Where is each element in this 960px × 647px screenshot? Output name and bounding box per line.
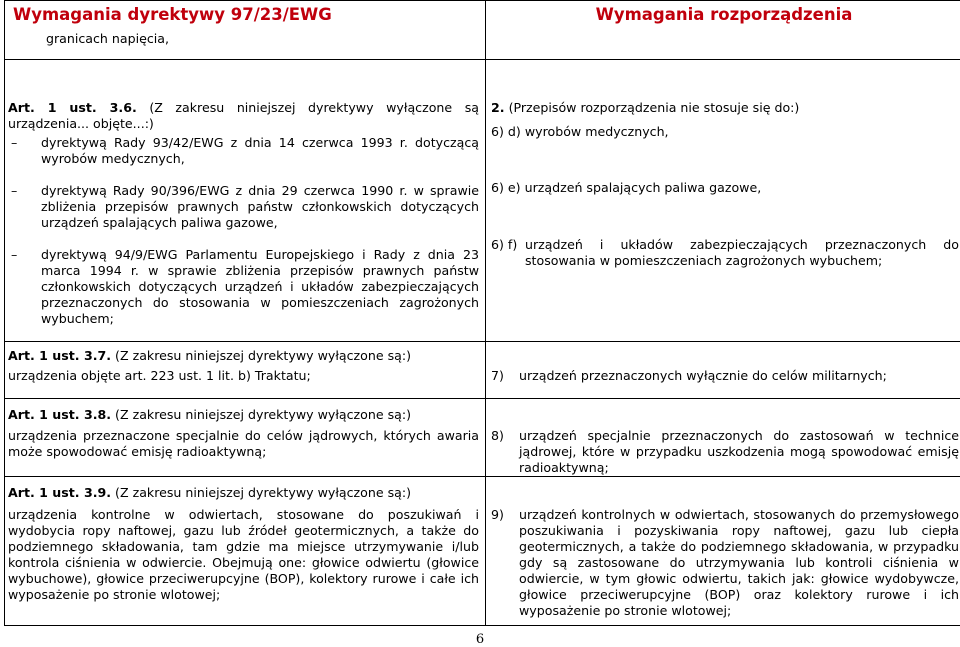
article-label: Art. 1 ust. 3.6.	[8, 100, 137, 115]
article-heading	[8, 485, 479, 501]
article-heading	[8, 100, 479, 132]
item-text: urządzeń specjalnie przeznaczonych do zastosowań w technice jądrowej, które w przypadku uszkodzenia mogą spowodować emisję radioaktywną;	[519, 428, 959, 475]
right-cell	[486, 60, 960, 342]
item-marker: 8)	[491, 428, 504, 443]
list-item	[491, 368, 959, 384]
left-cell	[5, 399, 486, 477]
left-column-title: Wymagania dyrektywy 97/23/EWG	[13, 5, 332, 24]
left-cell	[5, 477, 486, 626]
header-cell-left	[5, 1, 486, 60]
section-intro-text: (Przepisów rozporządzenia nie stosuje się do:)	[504, 100, 800, 115]
list-item-text: dyrektywą Rady 90/396/EWG z dnia 29 czerwca 1990 r. w sprawie zbliżenia przepisów prawnych państw członkowskich dotyczących urządzeń spalających paliwa gazowe,	[41, 183, 479, 230]
item-marker: 6) f)	[491, 237, 518, 252]
item-text: urządzeń kontrolnych w odwiertach, stosowanych do przemysłowego poszukiwania i pozyskiwania ropy naftowej, gazu lub ciepła geotermicznych, a także do podziemnego składowania, w przypadku gdy są zastosowane do utrzymywania lub kontroli ciśnienia w odwiercie, w tym głowic odwiertu, takich jak: głowice wydobywcze, głowice przeciwerupcyjne (BOP) oraz kolektory rurowe i ich wyposażenie po stronie wlotowej;	[519, 507, 959, 618]
table-header-row	[5, 1, 960, 60]
right-cell	[486, 342, 960, 399]
article-scope-text: (Z zakresu niniejszej dyrektywy wyłączone są:)	[111, 407, 412, 422]
right-cell	[486, 399, 960, 477]
right-column-title: Wymagania rozporządzenia	[595, 5, 853, 24]
item-text: urządzeń i układów zabezpieczających przeznaczonych do stosowania w pomieszczeniach zagrożonych wybuchem;	[525, 237, 959, 268]
list-item-text: dyrektywą 94/9/EWG Parlamentu Europejskiego i Rady z dnia 23 marca 1994 r. w sprawie zbliżenia przepisów prawnych państw członkowskich dotyczących urządzeń i układów zabezpieczających przeznaczonych do stosowania w pomieszczeniach zagrożonych wybuchem;	[41, 247, 479, 326]
list-item	[8, 183, 479, 231]
list-item	[491, 124, 959, 140]
table-row	[5, 342, 960, 399]
list-item	[491, 428, 959, 476]
list-item	[491, 237, 959, 269]
dash-marker: –	[11, 135, 18, 150]
article-heading	[8, 348, 479, 364]
comparison-table	[4, 0, 960, 626]
page-number: 6	[475, 632, 485, 647]
article-body-text: urządzenia objęte art. 223 ust. 1 lit. b) Traktatu;	[8, 368, 311, 383]
table-row	[5, 399, 960, 477]
list-item	[8, 135, 479, 167]
article-label: Art. 1 ust. 3.7.	[8, 348, 112, 363]
item-marker: 6) e)	[491, 180, 521, 195]
article-body-text: urządzenia przeznaczone specjalnie do celów jądrowych, których awaria może spowodować emisję radioaktywną;	[8, 428, 479, 459]
left-cell	[5, 60, 486, 342]
item-marker: 6) d)	[491, 124, 521, 139]
list-item	[8, 247, 479, 327]
right-cell	[486, 477, 960, 626]
article-scope-text: (Z zakresu niniejszej dyrektywy wyłączone są:)	[111, 348, 412, 363]
article-label: Art. 1 ust. 3.9.	[8, 485, 112, 500]
list-item	[491, 507, 959, 619]
table-row	[5, 60, 960, 342]
dash-marker: –	[11, 247, 18, 262]
list-item	[491, 180, 959, 196]
item-marker: 9)	[491, 507, 504, 522]
article-scope-text: (Z zakresu niniejszej dyrektywy wyłączone są urządzenia... objęte...:)	[8, 100, 479, 131]
dash-marker: –	[11, 183, 18, 198]
article-heading	[8, 407, 479, 423]
article-scope-text: (Z zakresu niniejszej dyrektywy wyłączone są:)	[111, 485, 412, 500]
item-text: wyrobów medycznych,	[524, 124, 669, 139]
article-body-text: urządzenia kontrolne w odwiertach, stosowane do poszukiwań i wydobycia ropy naftowej, gazu lub źródeł geotermicznych, a także do podziemnego składowania, tam gdzie ma miejsce utrzymywanie i/lub kontrola ciśnienia w odwiercie. Obejmują one: głowice odwiertu (głowice wybuchowe), głowice przeciwerupcyjne (BOP), kolektory rurowe i całe ich wyposażenie po stronie wlotowej;	[8, 507, 479, 602]
item-marker: 7)	[491, 368, 504, 383]
header-cell-right	[486, 1, 960, 60]
section-number: 2.	[491, 100, 505, 115]
table-row	[5, 477, 960, 626]
article-label: Art. 1 ust. 3.8.	[8, 407, 112, 422]
left-continuation-text: granicach napięcia,	[46, 31, 170, 46]
item-text: urządzeń spalających paliwa gazowe,	[524, 180, 762, 195]
regulation-intro	[491, 100, 959, 116]
left-cell	[5, 342, 486, 399]
item-text: urządzeń przeznaczonych wyłącznie do celów militarnych;	[519, 368, 887, 383]
list-item-text: dyrektywą Rady 93/42/EWG z dnia 14 czerwca 1993 r. dotyczącą wyrobów medycznych,	[41, 135, 479, 166]
